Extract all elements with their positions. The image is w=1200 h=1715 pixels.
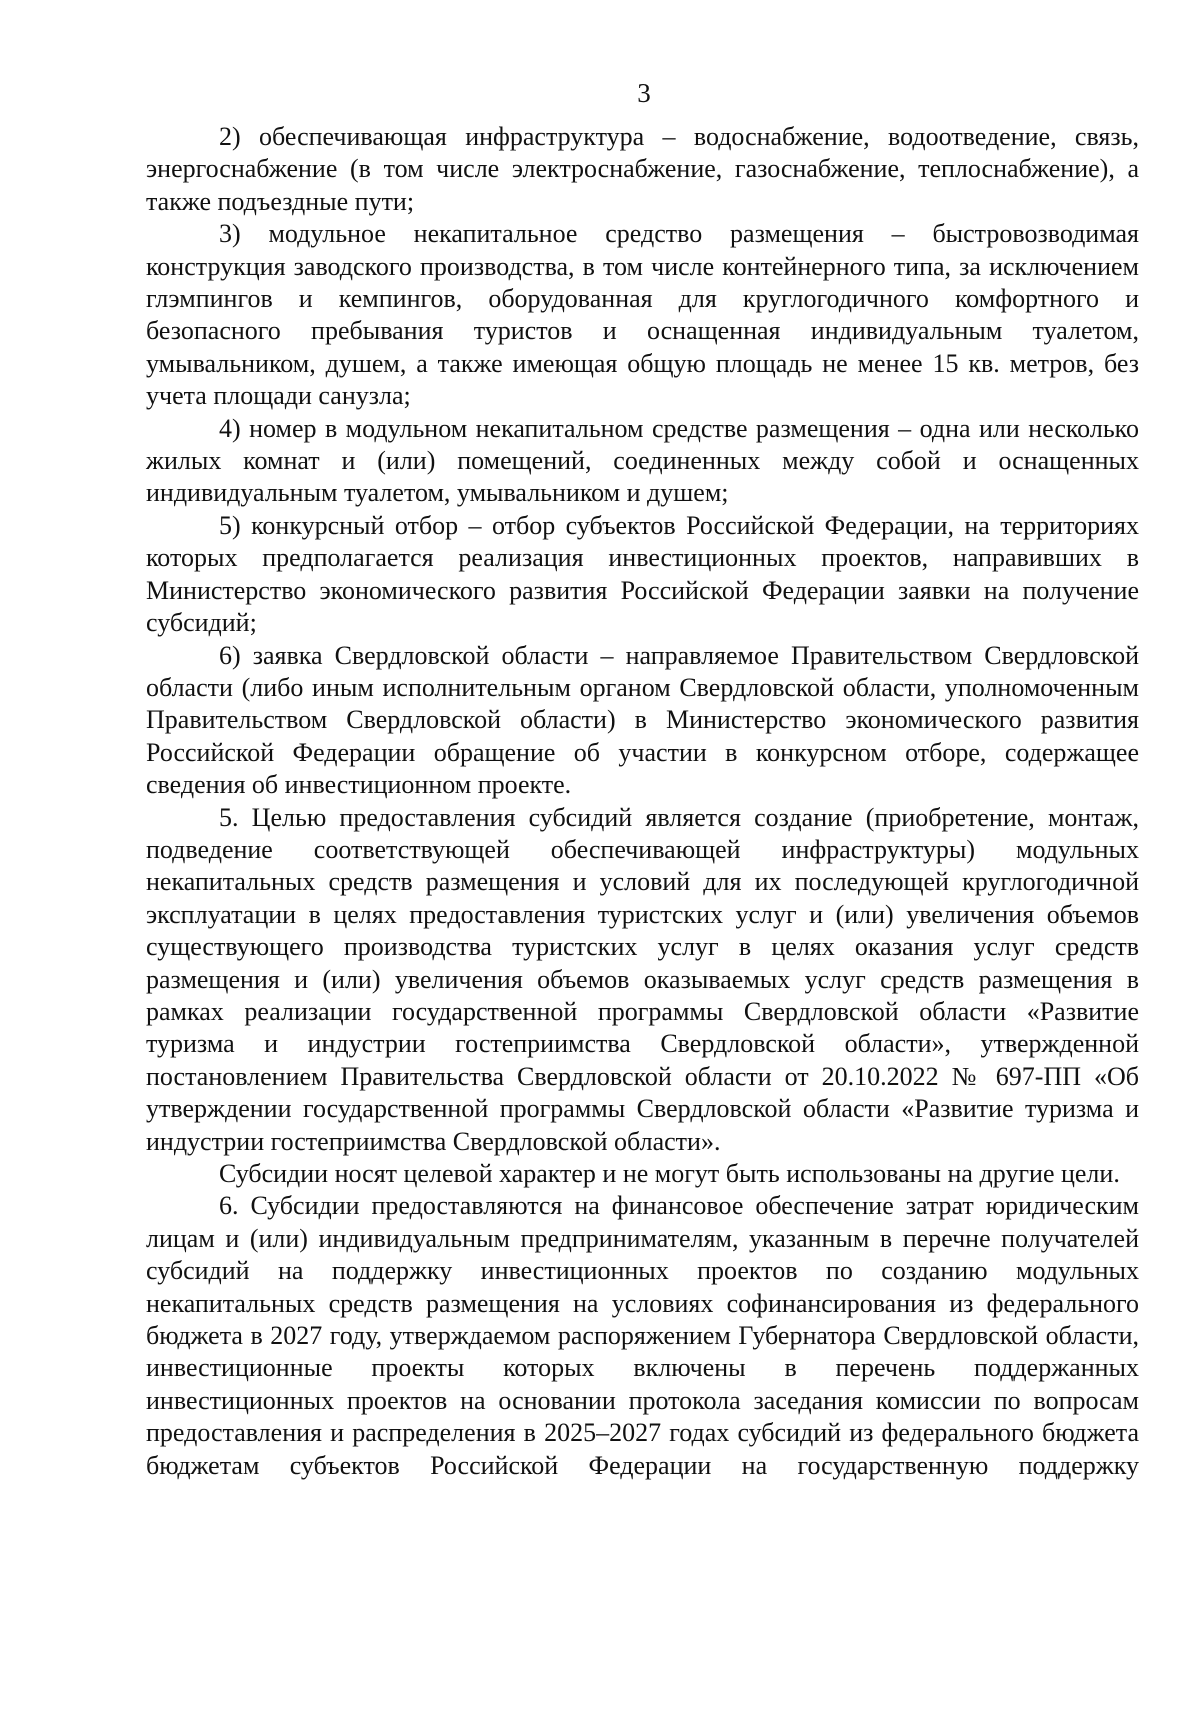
paragraph-subsidy-purpose: Субсидии носят целевой характер и не могут быть использованы на другие цели. [219,1159,1120,1188]
document-body [146,121,1139,1482]
paragraph-clause-6: 6. Субсидии предоставляются на финансовое обеспечение затрат юридическим лицам и (или) индивидуальным предпринимателям, указанным в перечне получателей субсидий на поддержку инвестиционных проектов по созданию модульных некапитальных средств размещения на условиях софинансирования из федерального бюджета в 2027 году, утверждаемом распоряжением Губернатора Свердловской области, инвестиционные проекты которых включены в перечень поддержанных инвестиционных проектов на основании протокола заседания комиссии по вопросам предоставления и распределения в 2025–2027 годах субсидий из федерального бюджета бюджетам субъектов Российской Федерации на государственную поддержку [146,1191,1139,1480]
paragraph-definition-4: 4) номер в модульном некапитальном средстве размещения – одна или несколько жилых комнат и (или) помещений, соединенных между собой и оснащенных индивидуальным туалетом, умывальником и душем; [146,413,1139,508]
paragraph-definition-6: 6) заявка Свердловской области – направляемое Правительством Свердловской области (либо иным исполнительным органом Свердловской области, уполномоченным Правительством Свердловской области) в Министерство экономического развития Российской Федерации обращение об участии в конкурсном отборе, содержащее сведения об инвестиционном проекте. [146,640,1139,800]
paragraph-clause-5: 5. Целью предоставления субсидий является создание (приобретение, монтаж, подведение соответствующей обеспечивающей инфраструктуры) модульных некапитальных средств размещения и условий для их последующей круглогодичной эксплуатации в целях предоставления туристских услуг и (или) увеличения объемов существующего производства туристских услуг в целях оказания услуг средств размещения и (или) увеличения объемов оказываемых услуг средств размещения в рамках реализации государственной программы Свердловской области «Развитие туризма и индустрии гостеприимства Свердловской области», утвержденной постановлением Правительства Свердловской области от 20.10.2022 № 697-ПП «Об утверждении государственной программы Свердловской области «Развитие туризма и индустрии гостеприимства Свердловской области». [146,802,1139,1156]
paragraph-definition-2: 2) обеспечивающая инфраструктура – водоснабжение, водоотведение, связь, энергоснабжение (в том числе электроснабжение, газоснабжение, теплоснабжение), а также подъездные пути; [146,122,1139,216]
page-number: 3 [637,78,651,108]
paragraph-definition-3: 3) модульное некапитальное средство размещения – быстровозводимая конструкция заводского производства, в том числе контейнерного типа, за исключением глэмпингов и кемпингов, оборудованная для круглогодичного комфортного и безопасного пребывания туристов и оснащенная индивидуальным туалетом, умывальником, душем, а также имеющая общую площадь не менее 15 кв. метров, без учета площади санузла; [146,219,1139,411]
paragraph-definition-5: 5) конкурсный отбор – отбор субъектов Российской Федерации, на территориях которых предполагается реализация инвестиционных проектов, направивших в Министерство экономического развития Российской Федерации заявки на получение субсидий; [146,510,1139,638]
